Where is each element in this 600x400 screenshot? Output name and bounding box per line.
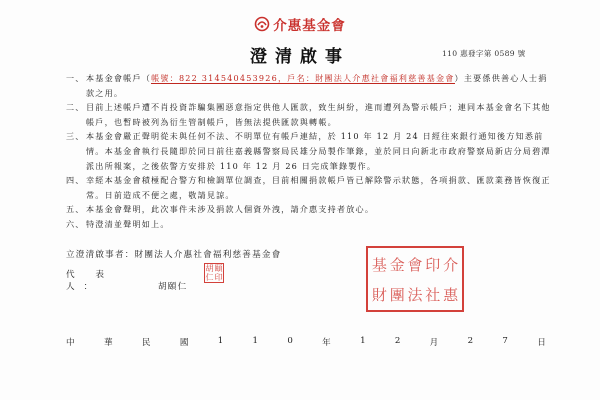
personal-seal-stamp: [204, 263, 224, 283]
clause-1: [66, 71, 552, 100]
page-title: 澄清啟事: [250, 47, 350, 67]
seal-char: 基: [371, 256, 387, 274]
clause-number: 三、: [66, 131, 85, 142]
date-char: 民: [141, 338, 151, 348]
date-char: 2: [394, 336, 401, 346]
clause-4: [66, 173, 552, 202]
seal-char: 法: [407, 286, 423, 304]
logo-text: 介惠基金會: [273, 18, 346, 34]
date-char: 1: [360, 336, 366, 346]
clause-text: ）主要係供善心人士捐款之用。: [86, 73, 548, 98]
seal-char: 印: [425, 256, 441, 274]
clause-number: 四、: [66, 175, 85, 186]
seal-char: 會: [407, 256, 423, 274]
clause-3: [66, 129, 552, 173]
date-char: 1: [252, 336, 259, 346]
seal-char: 惠: [443, 286, 459, 304]
logo: [0, 14, 600, 36]
clause-text: 目前上述帳戶遭不肖投資詐騙集團惡意指定供他人匯款，致生糾紛，進而遭列為警示帳戶；連同本基金會名下其他帳戶，也暫時被列為衍生管制帳戶，皆無法提供匯款與轉帳。: [86, 102, 551, 127]
clause-list: [66, 71, 552, 232]
date-char: 1: [217, 336, 224, 346]
clause-number: 六、: [66, 218, 85, 229]
date-char: 0: [287, 336, 293, 346]
document-number: 110 惠發字第 0589 號: [442, 49, 526, 58]
organization-seal-stamp: [366, 246, 464, 312]
date-char: 2: [467, 336, 474, 346]
clause-number: 一、: [66, 73, 85, 83]
date-line: [66, 336, 546, 348]
clause-text: 本基金會聲明，此次事件未涉及捐款人個資外洩，請介惠支持者放心。: [86, 204, 375, 215]
clause-text: 特澄清並聲明如上。: [86, 218, 170, 229]
seal-char: 團: [389, 286, 405, 304]
logo-mark-icon: [254, 16, 270, 32]
seal-char: 頤: [214, 264, 223, 273]
date-char: 月: [429, 338, 439, 348]
clause-5: [66, 202, 552, 217]
account-info: 帳號：822 314540453926，戶名：財團法人介惠社會福利慈善基金會: [151, 73, 455, 83]
seal-char: 金: [389, 256, 405, 274]
seal-char: 介: [443, 256, 459, 274]
date-char: 7: [502, 336, 508, 346]
representative-name: 胡頤仁: [158, 282, 188, 292]
clause-text: 本基金會嚴正聲明從未與任何不法、不明單位有帳戶連結，於 110 年 12 月 24 日經往來銀行通知後方知悉前情。本基金會執行長隨即於同日前往嘉義縣警察局民雄分局製作筆錄，並於同日向新北市政府警察局新店分局碧潭派出所報案，之後依警方安排於 110 年 12 月 26 日完成筆錄製作。: [86, 131, 551, 171]
representative-label: 代 表 人：: [66, 270, 113, 292]
date-char: 中: [66, 338, 75, 348]
seal-char: 社: [425, 286, 441, 304]
date-char: 華: [103, 338, 113, 348]
date-char: 國: [179, 338, 189, 348]
seal-char: 印: [214, 273, 223, 282]
seal-char: 財: [371, 286, 387, 304]
date-char: 日: [537, 338, 546, 348]
seal-char: 胡: [205, 264, 214, 273]
clause-number: 五、: [66, 204, 85, 215]
signatory-representative: [66, 268, 187, 292]
clause-6: [66, 217, 552, 232]
date-char: 年: [322, 338, 331, 348]
seal-char: 仁: [205, 273, 214, 282]
signatory-organization: 立澄清啟事者：財團法人介惠社會福利慈善基金會: [66, 250, 282, 260]
clause-2: [66, 100, 552, 129]
clause-text: 幸經本基金會積極配合警方和檢調單位調查，目前相關捐款帳戶皆已解除警示狀態，各項捐款、匯款業務皆恢復正常。日前造成不便之處，敬請見諒。: [86, 175, 551, 200]
clause-text: 本基金會帳戶（: [86, 73, 152, 83]
clause-number: 二、: [66, 102, 85, 113]
